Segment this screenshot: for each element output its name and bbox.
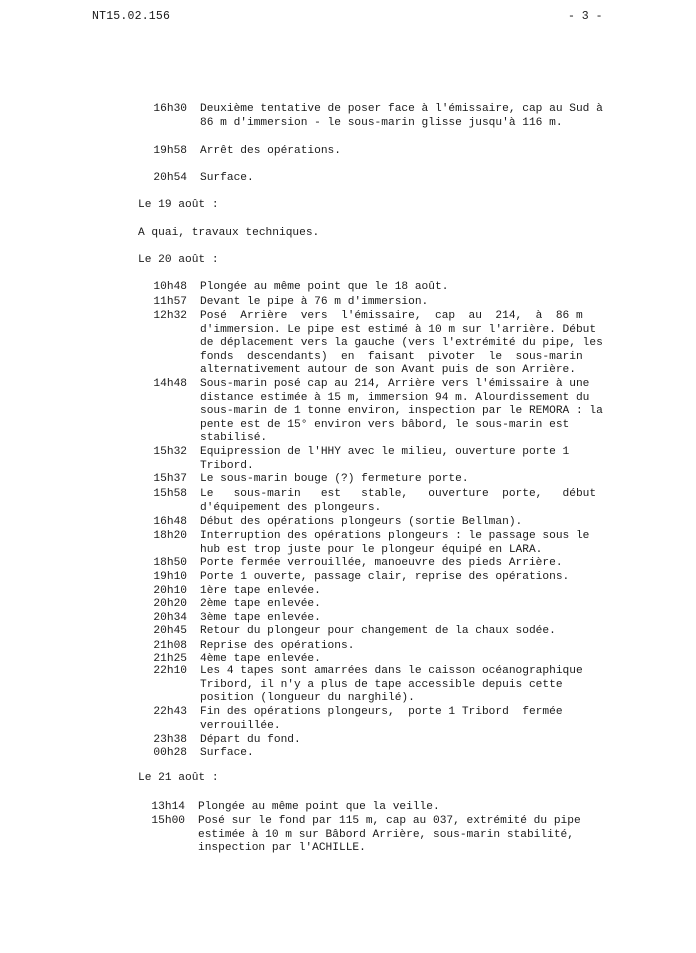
entry-time: 15h58	[153, 488, 187, 500]
entry-text-line: d'équipement des plongeurs.	[200, 501, 382, 514]
entry-text-line: 2ème tape enlevée.	[200, 598, 321, 610]
entry-text-line: fonds descendants) en faisant pivoter le sous-marin	[200, 350, 583, 363]
entry-time: 22h43	[153, 706, 187, 718]
entry-text-line: Porte fermée verrouillée, manoeuvre des pieds Arrière.	[200, 557, 563, 569]
entry-text-line: Début des opérations plongeurs (sortie Bellman).	[200, 516, 523, 528]
entry-text-line: 4ème tape enlevée.	[200, 653, 321, 665]
entry-time: 19h10	[153, 571, 187, 583]
entry-time: 20h54	[153, 172, 187, 184]
date-heading-20: Le 20 août :	[138, 254, 219, 266]
entry-time: 20h10	[153, 585, 187, 597]
entry-text-line: Tribord, il n'y a plus de tape accessible depuis cette	[200, 678, 563, 691]
entry-time: 14h48	[153, 378, 187, 390]
entry-text-line: Tribord.	[200, 459, 254, 472]
entry-text-line: 1ère tape enlevée.	[200, 585, 321, 597]
document-reference: NT15.02.156	[92, 10, 171, 23]
entry-text-line: Posé Arrière vers l'émissaire, cap au 214, à 86 m	[200, 310, 583, 322]
entry-time: 15h37	[153, 473, 187, 485]
entry-time: 18h50	[153, 557, 187, 569]
entry-text-line: Equipression de l'HHY avec le milieu, ouverture porte 1	[200, 446, 570, 458]
entry-text-line: Devant le pipe à 76 m d'immersion.	[200, 296, 429, 308]
entry-text-line: Posé sur le fond par 115 m, cap au 037, extrémité du pipe	[198, 815, 581, 827]
entry-time: 20h20	[153, 598, 187, 610]
page-number: - 3 -	[568, 10, 603, 23]
entry-text-line: Reprise des opérations.	[200, 640, 355, 652]
entry-text-line: Départ du fond.	[200, 734, 301, 746]
entry-time: 11h57	[153, 296, 187, 308]
entry-time: 16h48	[153, 516, 187, 528]
entry-text-line: alternativement autour de son Avant puis de son Arrière.	[200, 364, 576, 377]
day19-text: A quai, travaux techniques.	[138, 227, 320, 239]
entry-text-line: Le sous-marin bouge (?) fermeture porte.	[200, 473, 469, 485]
entry-text-line: estimée à 10 m sur Bâbord Arrière, sous-marin stabilité,	[198, 828, 574, 841]
entry-time: 10h48	[153, 281, 187, 293]
entry-text-line: d'immersion. Le pipe est estimé à 10 m sur l'arrière. Début	[200, 323, 597, 336]
entry-time: 15h32	[153, 446, 187, 458]
entry-text-line: Plongée au même point que le 18 août.	[200, 281, 449, 293]
entry-text-line: Fin des opérations plongeurs, porte 1 Tribord fermée	[200, 706, 563, 718]
entry-text-line: verrouillée.	[200, 719, 281, 732]
entry-text-line: Arrêt des opérations.	[200, 145, 341, 157]
entry-text-line: pente est de 15° environ vers bâbord, le sous-marin est	[200, 418, 570, 431]
entry-text-line: Retour du plongeur pour changement de la chaux sodée.	[200, 625, 556, 637]
entry-time: 21h25	[153, 653, 187, 665]
entry-time: 15h00	[151, 815, 185, 827]
entry-text-line: inspection par l'ACHILLE.	[198, 842, 366, 855]
entry-text-line: position (longueur du narghilé).	[200, 692, 415, 705]
entry-text-line: distance estimée à 15 m, immersion 94 m. Alourdissement du	[200, 391, 590, 404]
entry-text-line: Les 4 tapes sont amarrées dans le caisson océanographique	[200, 665, 583, 677]
entry-text-line: stabilisé.	[200, 432, 268, 445]
entry-text-line: Porte 1 ouverte, passage clair, reprise des opérations.	[200, 571, 570, 583]
entry-text-line: Interruption des opérations plongeurs : le passage sous le	[200, 530, 590, 542]
entry-time: 20h34	[153, 612, 187, 624]
entry-time: 18h20	[153, 530, 187, 542]
entry-time: 16h30	[153, 103, 187, 115]
entry-time: 22h10	[153, 665, 187, 677]
entry-text-line: Surface.	[200, 172, 254, 184]
date-heading-21: Le 21 août :	[138, 772, 219, 784]
entry-time: 21h08	[153, 640, 187, 652]
entry-text-line: Le sous-marin est stable, ouverture porte, début	[200, 488, 597, 500]
entry-text-line: 3ème tape enlevée.	[200, 612, 321, 624]
entry-time: 19h58	[153, 145, 187, 157]
entry-text-line: sous-marin de 1 tonne environ, inspection par le REMORA : la	[200, 405, 603, 418]
entry-time: 23h38	[153, 734, 187, 746]
entry-text-line: Plongée au même point que la veille.	[198, 801, 440, 813]
entry-text-line: 86 m d'immersion - le sous-marin glisse jusqu'à 116 m.	[200, 116, 563, 129]
date-heading-19: Le 19 août :	[138, 199, 219, 211]
entry-text-line: Deuxième tentative de poser face à l'émissaire, cap au Sud à	[200, 103, 603, 115]
entry-text-line: hub est trop juste pour le plongeur équipé en LARA.	[200, 543, 543, 556]
entry-text-line: de déplacement vers la gauche (vers l'extrémité du pipe, les	[200, 337, 603, 350]
entry-text-line: Sous-marin posé cap au 214, Arrière vers l'émissaire à une	[200, 378, 590, 390]
entry-time: 00h28	[153, 747, 187, 759]
entry-time: 20h45	[153, 625, 187, 637]
entry-time: 12h32	[153, 310, 187, 322]
entry-text-line: Surface.	[200, 747, 254, 759]
entry-time: 13h14	[151, 801, 185, 813]
